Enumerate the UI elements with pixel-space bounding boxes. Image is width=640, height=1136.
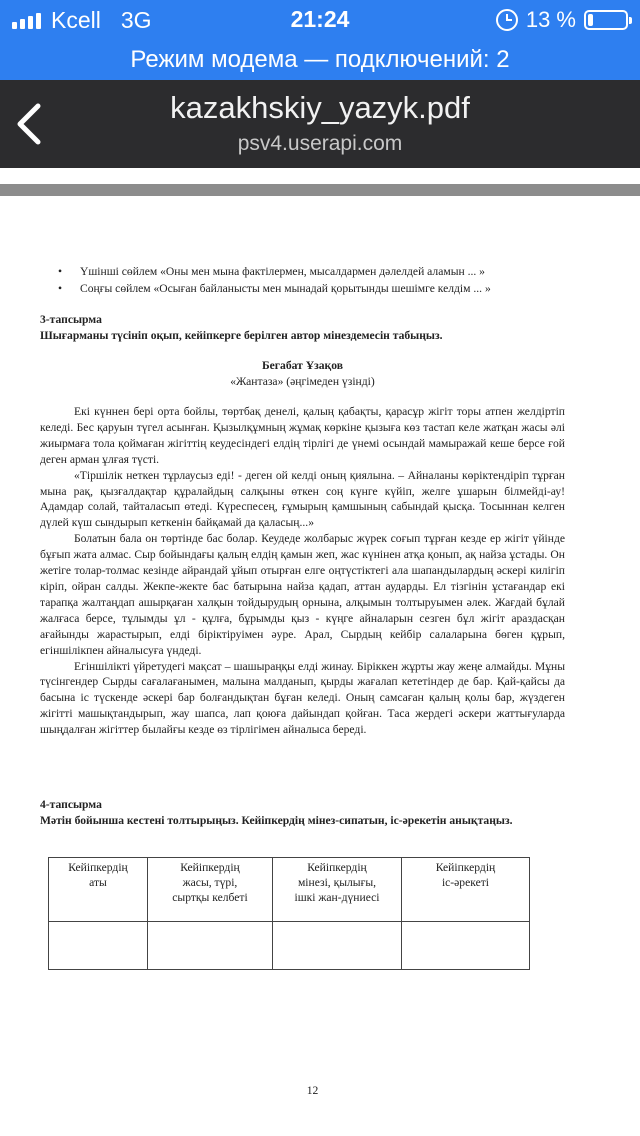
bullet-list: [40, 263, 565, 297]
table-cell: [148, 922, 273, 970]
story-paragraph: Болатын бала он төртінде бас болар. Кеудеде жолбарыс жүрек соғып тұрған кезде ер жігіт үйінде бұғып жата алмас. Сыр бойындағы қалың елдің қамын жеп, жас күнінен атқа қонып, ақ найза ұстады. Он жетіге толар-толмас кезінде айрандай ұйып отырған елге оңтүстіктегі ала шапандылардың әскері килігіп кіріп, ойран салды. Жекпе-жекте бас батырына найза қадап, аттан аударды. Ел тізгінін ұстағандар екі тарапқа жалтаңдап ашырқаған халқын тойдырудың орнына, алқымын толтыруымен әлек. Жағдай бұлай жалғаса берсе, тұлымды ұл - құлға, бұрымды қыз - күңге айналарын сезген бұл жігіт араздасқан ағайынды жарастырып, елді біріктіруімен әуре. Арал, Сырдың кейбір салаларына бөген құрып, егіншілікпен айналысуға үндеді.: [40, 532, 565, 657]
story-header: [40, 358, 565, 390]
page-number: 12: [306, 1084, 319, 1097]
nav-bar: [0, 80, 640, 168]
story-author: Бегабат Ұзақов: [261, 359, 344, 372]
table-cell: [49, 922, 148, 970]
status-time: 21:24: [290, 6, 350, 32]
page-edge: [0, 184, 640, 196]
story-paragraph: Егіншілікті үйретудегі мақсат – шашыраңқы елді жинау. Біріккен жұрты жау жеңе алмайды. Мұны түсінгендер Сырды сағалағанымен, малына малданып, қырды жағалап кететіндер де бар. Қай-қайсы да басына іс түскенде әскері бар болғандықтан бұған келеді. Оның самсаған қалың қолы бар, жүздеген жігітті машықтандырып, жау шапса, лап қоюға дайындап қойған. Таса жердегі әскери жаттығуларда шыңдалған жігіттер былайғы кезде өз тірлігімен айналыса береді.: [40, 659, 565, 737]
header-line: жасы, түрі,: [182, 876, 238, 889]
document-host: psv4.userapi.com: [237, 132, 403, 155]
task4-header: [40, 797, 565, 829]
header-character: [273, 858, 402, 922]
table-header-row: [49, 858, 530, 922]
hotspot-banner[interactable]: Режим модема — подключений: 2: [0, 40, 640, 80]
network-type: 3G: [120, 6, 152, 33]
table-row: [49, 922, 530, 970]
document-title: kazakhskiy_yazyk.pdf: [170, 90, 470, 125]
battery-icon: [584, 10, 628, 30]
header-line: іс-әрекеті: [441, 876, 490, 889]
battery-fill: [588, 14, 593, 26]
table-cell: [273, 922, 402, 970]
task3-question: Шығарманы түсініп оқып, кейіпкерге берілген автор мінездемесін табыңыз.: [40, 329, 443, 342]
alarm-icon: [496, 9, 518, 31]
battery-percent: 13 %: [525, 7, 576, 32]
header-line: аты: [89, 876, 107, 889]
task3-header: [40, 312, 565, 344]
story-paragraph: «Тіршілік неткен тұрлаусыз еді! - деген ой келді оның қиялына. – Айналаны көріктендіріп тұрған мына рақ, қызғалдақтар құралайдың салқыны өткен соң күнге күйіп, желге ұшарын білмейді-ау! Адамдар солай, тайталасып өтеді. Күреспесең, ғұмырың қамшының сабындай қысқа. Тосыннан келген дүлей күш сындырып кеткенін байқамай да қаласың...»: [40, 468, 565, 530]
character-table: [48, 857, 530, 970]
status-bar: [0, 0, 640, 40]
header-actions: [402, 858, 530, 922]
status-right: [496, 6, 628, 34]
header-line: Кейіпкердің: [307, 861, 367, 874]
list-item: • Соңғы сөйлем «Осыған байланысты мен мынадай қорытынды шешімге келдім ... »: [40, 280, 565, 297]
task4-title: 4-тапсырма: [40, 798, 102, 811]
header-line: сыртқы келбеті: [172, 891, 248, 904]
header-line: Кейіпкердің: [180, 861, 240, 874]
header-line: мінезі, қылығы,: [297, 876, 377, 889]
task4-question: Мәтін бойынша кестені толтырыңыз. Кейіпкердің мінез-сипатын, іс-әрекетін анықтаңыз.: [40, 814, 513, 827]
list-item: • Үшінші сөйлем «Оны мен мына фактілермен, мысалдармен дәлелдей аламын ... »: [40, 263, 565, 280]
header-line: ішкі жан-дүниесі: [294, 891, 380, 904]
table-cell: [402, 922, 530, 970]
story-text: [40, 404, 565, 738]
header-appearance: [148, 858, 273, 922]
story-paragraph: Екі күннен бері орта бойлы, төртбақ денелі, қалың қабақты, қарасұр жігіт торы атпен желдіртіп келеді. Бес қаруын түгел асынған. Қызылқұмның жұмақ көркіне қызыға көз тастап келе жатқан жасы әлі жиырмаға тола қоймаған жігіттің кеудесіндегі елдің тірлігі де үнемі осындай мамыражай кеше берсе ғой деген арман ұлғая түсті.: [40, 405, 565, 466]
header-line: Кейіпкердің: [435, 861, 496, 874]
task3-title: 3-тапсырма: [40, 313, 102, 326]
header-name: [49, 858, 148, 922]
carrier-name: Kcell: [51, 6, 101, 33]
story-source: «Жантаза» (әңгімеден үзінді): [230, 375, 375, 388]
header-line: Кейіпкердің: [68, 861, 128, 874]
